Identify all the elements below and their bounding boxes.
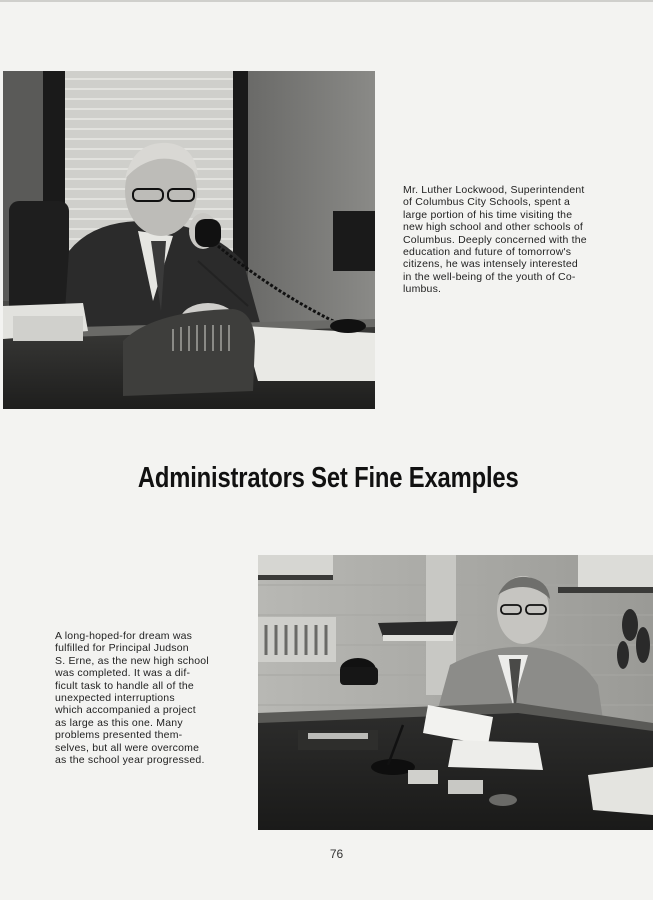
page-headline: Administrators Set Fine Examples (137, 462, 519, 494)
page-number: 76 (329, 847, 344, 861)
principal-photo (258, 555, 653, 830)
principal-caption: A long-hoped-for dream was fulfilled for Principal Judson S. Erne, as the new high school was completed. It was a dif- ficult task to handle all of the unexpected interruptions which accompanied a project as large as this one. Many problems presented them- selves, but all were overcome as the school year progressed. (55, 630, 209, 767)
page-top-edge (0, 0, 653, 2)
superintendent-caption: Mr. Luther Lockwood, Superintendent of Columbus City Schools, spent a large portion of his time visiting the new high school and other schools of Columbus. Deeply concerned with the education and future of tomorrow's citizens, he was intensely interested in the well-being of the youth of Co- lumbus. (403, 184, 587, 296)
superintendent-photo (3, 71, 375, 409)
